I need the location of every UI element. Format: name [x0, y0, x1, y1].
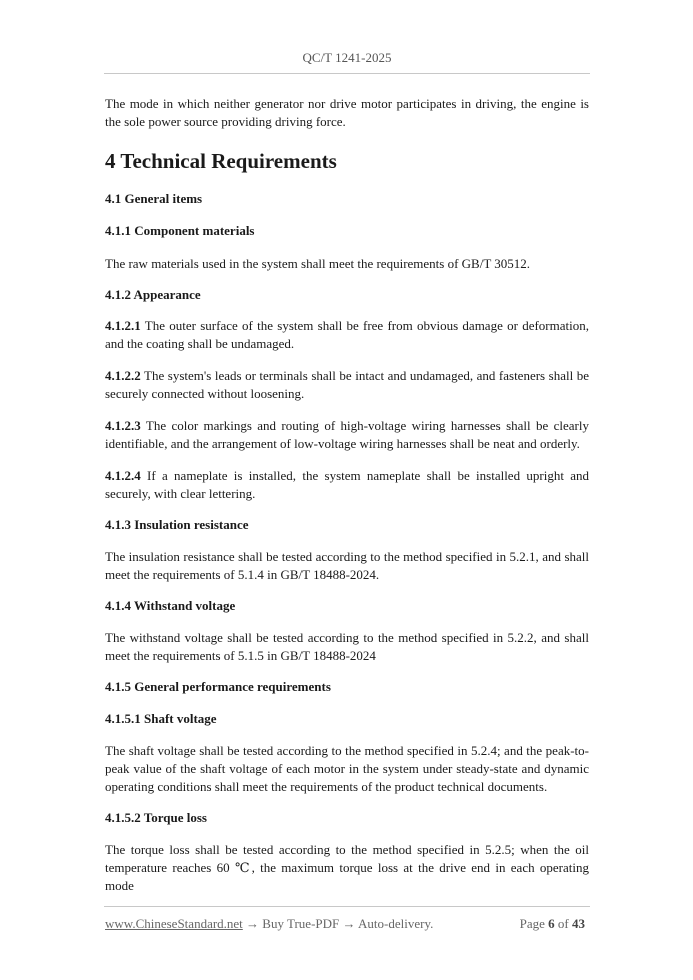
footer-divider [104, 906, 590, 907]
clause-number: 4.1.2.3 [105, 418, 141, 433]
page-footer [105, 916, 585, 932]
clause-4-1-2-4 [105, 467, 589, 503]
website-link[interactable]: www.ChineseStandard.net [105, 916, 243, 931]
page-label: Page [519, 916, 545, 931]
page-total: 43 [572, 916, 585, 931]
clause-number: 4.1.2.1 [105, 318, 141, 333]
document-code: QC/T 1241-2025 [302, 50, 392, 65]
heading-4-1-5: 4.1.5 General performance requirements [105, 679, 331, 694]
heading-4-1-1: 4.1.1 Component materials [105, 223, 255, 238]
arrow-right-icon: → [242, 916, 263, 931]
page-number: 6 [548, 916, 555, 931]
page-indicator [520, 916, 585, 932]
section-title: 4 Technical Requirements [105, 149, 337, 173]
heading-4-1-4: 4.1.4 Withstand voltage [105, 598, 236, 613]
arrow-right-icon: → [339, 916, 359, 931]
heading-4-1-5-1: 4.1.5.1 Shaft voltage [105, 711, 217, 726]
clause-text: The system's leads or terminals shall be intact and undamaged, and fasteners shall be securely connected without loosening. [105, 368, 589, 401]
heading-4-1-2: 4.1.2 Appearance [105, 287, 201, 302]
clause-text: The color markings and routing of high-voltage wiring harnesses shall be clearly identifiable, and the arrangement of low-voltage wiring harnesses shall be neat and orderly. [105, 418, 589, 451]
footer-delivery-text: Auto-delivery. [358, 916, 434, 931]
page-content [105, 95, 589, 895]
heading-4-1-3: 4.1.3 Insulation resistance [105, 517, 249, 532]
heading-4-1: 4.1 General items [105, 191, 203, 206]
paragraph-withstand-voltage: The withstand voltage shall be tested according to the method specified in 5.2.2, and shall meet the requirements of 5.1.5 in GB/T 18488-2024 [105, 630, 589, 663]
of-label: of [557, 916, 569, 931]
clause-number: 4.1.2.4 [105, 468, 141, 483]
clause-text: The outer surface of the system shall be free from obvious damage or deformation, and the coating shall be undamaged. [105, 318, 589, 351]
paragraph-component-materials: The raw materials used in the system shall meet the requirements of GB/T 30512. [105, 256, 531, 271]
clause-4-1-2-1 [105, 317, 589, 353]
clause-4-1-2-3 [105, 417, 589, 453]
paragraph-torque-loss: The torque loss shall be tested according to the method specified in 5.2.5; when the oil temperature reaches 60 ℃, the maximum torque loss at the drive end in each operating mode [105, 842, 589, 893]
intro-paragraph: The mode in which neither generator nor drive motor participates in driving, the engine is the sole power source providing driving force. [105, 96, 589, 129]
clause-text: If a nameplate is installed, the system nameplate shall be installed upright and securely, with clear lettering. [105, 468, 589, 501]
footer-buy-text: Buy True-PDF [262, 916, 340, 931]
clause-4-1-2-2 [105, 367, 589, 403]
paragraph-shaft-voltage: The shaft voltage shall be tested according to the method specified in 5.2.4; and the peak-to-peak value of the shaft voltage of each motor in the system under steady-state and dynamic operating conditions shall meet the requirements of the product technical documents. [105, 743, 589, 794]
paragraph-insulation-resistance: The insulation resistance shall be tested according to the method specified in 5.2.1, and shall meet the requirements of 5.1.4 in GB/T 18488-2024. [105, 549, 589, 582]
page-header [104, 0, 590, 74]
clause-number: 4.1.2.2 [105, 368, 141, 383]
heading-4-1-5-2: 4.1.5.2 Torque loss [105, 810, 207, 825]
